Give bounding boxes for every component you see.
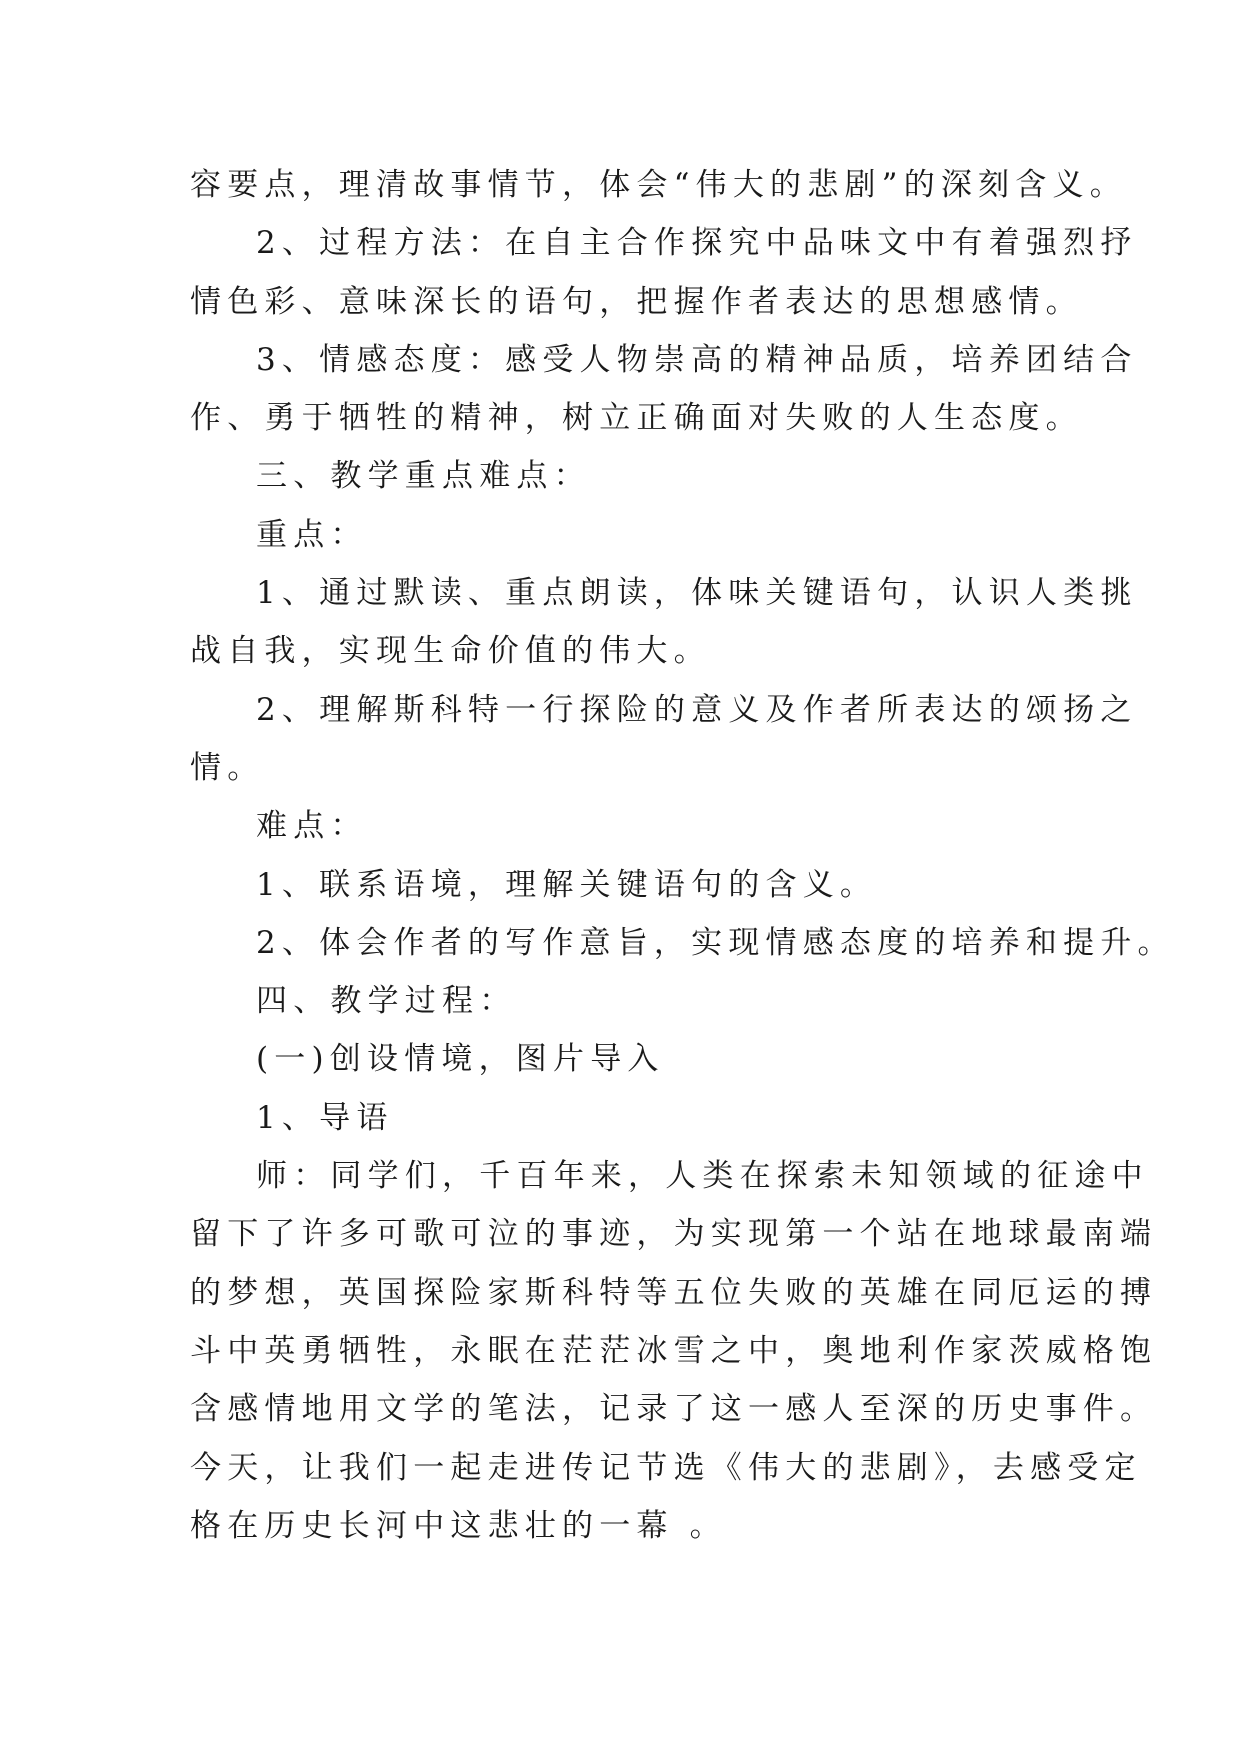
- text-line: 斗中英勇牺牲，永眠在茫茫冰雪之中，奥地利作家茨威格饱: [190, 1332, 1158, 1369]
- text-line: 作、勇于牺牲的精神，树立正确面对失败的人生态度。: [190, 400, 1083, 437]
- subsection-heading: (一)创设情境，图片导入: [256, 1041, 665, 1078]
- text-line: 师：同学们，千百年来，人类在探索未知领域的征途中: [256, 1158, 1149, 1195]
- text-line: 留下了许多可歌可泣的事迹，为实现第一个站在地球最南端: [190, 1216, 1158, 1253]
- document-body: [190, 156, 1175, 1555]
- section-heading: 三、教学重点难点：: [256, 458, 591, 495]
- text-line: 2、过程方法：在自主合作探究中品味文中有着强烈抒: [256, 225, 1138, 262]
- subsection-heading: 难点：: [256, 808, 368, 845]
- text-line: 容要点，理清故事情节，体会“伟大的悲剧”的深刻含义。: [190, 167, 1127, 203]
- text-line: 的梦想，英国探险家斯科特等五位失败的英雄在同厄运的搏: [190, 1274, 1158, 1311]
- text-line: 3、情感态度：感受人物崇高的精神品质，培养团结合: [256, 341, 1138, 378]
- subsection-heading: 1、导语: [256, 1099, 394, 1136]
- text-line: 1、联系语境，理解关键语句的含义。: [256, 866, 878, 903]
- text-line: 今天，让我们一起走进传记节选《伟大的悲剧》，去感受定: [190, 1449, 1142, 1486]
- text-line: 2、理解斯科特一行探险的意义及作者所表达的颂扬之: [256, 691, 1138, 728]
- text-line: 情色彩、意味深长的语句，把握作者表达的思想感情。: [190, 283, 1083, 320]
- text-line: 2、体会作者的写作意旨，实现情感态度的培养和提升。: [256, 924, 1175, 961]
- text-line: 含感情地用文学的笔法，记录了这一感人至深的历史事件。: [190, 1391, 1158, 1428]
- text-line: 情。: [190, 749, 265, 786]
- text-line: 战自我，实现生命价值的伟大。: [190, 633, 711, 670]
- text-line: 1、通过默读、重点朗读，体味关键语句，认识人类挑: [256, 575, 1138, 612]
- section-heading: 四、教学过程：: [256, 983, 517, 1020]
- subsection-heading: 重点：: [256, 516, 368, 553]
- text-line: 格在历史长河中这悲壮的一幕 。: [190, 1507, 727, 1544]
